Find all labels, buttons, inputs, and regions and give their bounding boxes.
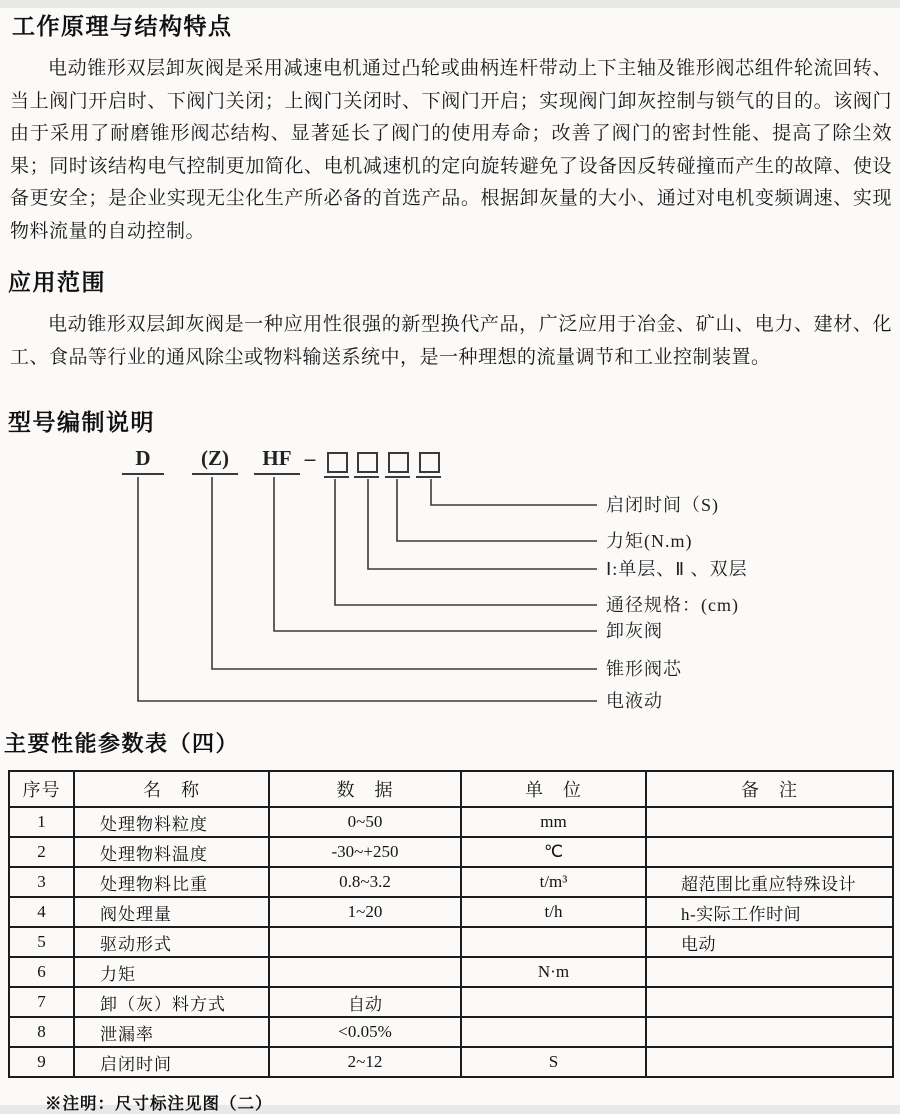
table-cell bbox=[646, 1017, 893, 1047]
model-code-z: (Z) bbox=[192, 446, 238, 475]
table-cell: 2 bbox=[9, 837, 74, 867]
table-row bbox=[9, 927, 893, 957]
section-title-principle: 工作原理与结构特点 bbox=[12, 13, 233, 39]
table-row bbox=[9, 1047, 893, 1077]
table-cell: mm bbox=[461, 807, 646, 837]
table-cell: 0~50 bbox=[269, 807, 461, 837]
model-code-box-2 bbox=[357, 452, 378, 473]
table-cell: h-实际工作时间 bbox=[646, 897, 893, 927]
table-cell: 自动 bbox=[269, 987, 461, 1017]
section-title-model: 型号编制说明 bbox=[8, 409, 155, 435]
box-underline-2 bbox=[354, 476, 379, 478]
col-header-name: 名 称 bbox=[74, 771, 269, 807]
label-ash-valve: 卸灰阀 bbox=[606, 621, 663, 641]
table-cell bbox=[646, 1047, 893, 1077]
table-row bbox=[9, 1017, 893, 1047]
col-header-index: 序号 bbox=[9, 771, 74, 807]
table-cell bbox=[461, 987, 646, 1017]
principle-paragraph: 电动锥形双层卸灰阀是采用减速电机通过凸轮或曲柄连杆带动上下主轴及锥形阀芯组件轮流回转、当上阀门开启时、下阀门关闭；上阀门关闭时、下阀门开启；实现阀门卸灰控制与锁气的目的。该阀门由于采用了耐磨锥形阀芯结构、显著延长了阀门的使用寿命；改善了阀门的密封性能、提高了除尘效果；同时该结构电气控制更加简化、电机减速机的定向旋转避免了设备因反转碰撞而产生的故障、使设备更安全；是企业实现无尘化生产所必备的首选产品。根据卸灰量的大小、通过对电机变频调速、实现物料流量的自动控制。 bbox=[10, 58, 892, 242]
model-code-box-1 bbox=[327, 452, 348, 473]
table-cell: -30~+250 bbox=[269, 837, 461, 867]
table-cell: 5 bbox=[9, 927, 74, 957]
table-cell: 6 bbox=[9, 957, 74, 987]
dimension-footnote: ※注明：尺寸标注见图（二） bbox=[45, 1095, 273, 1113]
table-cell: S bbox=[461, 1047, 646, 1077]
table-row bbox=[9, 837, 893, 867]
table-row bbox=[9, 987, 893, 1017]
table-cell: N·m bbox=[461, 957, 646, 987]
label-diameter-spec: 通径规格：(cm) bbox=[606, 595, 739, 615]
table-cell: ℃ bbox=[461, 837, 646, 867]
table-cell bbox=[269, 957, 461, 987]
table-cell: 超范围比重应特殊设计 bbox=[646, 867, 893, 897]
connector-lines bbox=[0, 443, 900, 715]
table-row bbox=[9, 807, 893, 837]
table-row bbox=[9, 867, 893, 897]
box-underline-3 bbox=[385, 476, 410, 478]
model-code-box-3 bbox=[388, 452, 409, 473]
table-cell: 卸（灰）料方式 bbox=[74, 987, 269, 1017]
table-cell bbox=[646, 987, 893, 1017]
table-cell: 0.8~3.2 bbox=[269, 867, 461, 897]
label-layer-type: Ⅰ:单层、Ⅱ 、双层 bbox=[606, 559, 748, 579]
table-cell: 9 bbox=[9, 1047, 74, 1077]
table-cell: t/m³ bbox=[461, 867, 646, 897]
table-cell bbox=[646, 957, 893, 987]
section-title-scope: 应用范围 bbox=[8, 269, 106, 295]
scope-paragraph: 电动锥形双层卸灰阀是一种应用性很强的新型换代产品，广泛应用于冶金、矿山、电力、建材、化工、食品等行业的通风除尘或物料输送系统中，是一种理想的流量调节和工业控制装置。 bbox=[10, 314, 892, 368]
table-cell: 4 bbox=[9, 897, 74, 927]
table-cell: 1~20 bbox=[269, 897, 461, 927]
label-conical-core: 锥形阀芯 bbox=[606, 659, 682, 679]
table-cell: t/h bbox=[461, 897, 646, 927]
label-electro-hydraulic: 电液动 bbox=[606, 691, 663, 711]
table-cell: 2~12 bbox=[269, 1047, 461, 1077]
table-cell: 电动 bbox=[646, 927, 893, 957]
label-torque: 力矩(N.m) bbox=[606, 531, 693, 551]
label-open-close-time: 启闭时间（S) bbox=[606, 495, 720, 515]
table-cell: 驱动形式 bbox=[74, 927, 269, 957]
table-cell: 力矩 bbox=[74, 957, 269, 987]
table-header-row bbox=[9, 771, 893, 807]
table-cell: 处理物料比重 bbox=[74, 867, 269, 897]
model-code-diagram bbox=[0, 443, 900, 715]
model-code-d: D bbox=[122, 446, 164, 475]
table-cell bbox=[269, 927, 461, 957]
section-title-parameters: 主要性能参数表（四） bbox=[4, 731, 240, 756]
col-header-note: 备 注 bbox=[646, 771, 893, 807]
table-cell: 处理物料温度 bbox=[74, 837, 269, 867]
model-code-box-4 bbox=[419, 452, 440, 473]
table-cell: 阀处理量 bbox=[74, 897, 269, 927]
parameters-table bbox=[8, 770, 894, 1078]
table-cell: 启闭时间 bbox=[74, 1047, 269, 1077]
table-cell: <0.05% bbox=[269, 1017, 461, 1047]
table-cell: 3 bbox=[9, 867, 74, 897]
table-cell bbox=[646, 807, 893, 837]
table-cell: 8 bbox=[9, 1017, 74, 1047]
table-row bbox=[9, 897, 893, 927]
table-cell: 1 bbox=[9, 807, 74, 837]
table-cell: 7 bbox=[9, 987, 74, 1017]
col-header-data: 数 据 bbox=[269, 771, 461, 807]
table-cell bbox=[461, 927, 646, 957]
table-row bbox=[9, 957, 893, 987]
table-cell bbox=[461, 1017, 646, 1047]
table-cell: 泄漏率 bbox=[74, 1017, 269, 1047]
model-code-hf: HF bbox=[254, 446, 300, 475]
box-underline-4 bbox=[416, 476, 441, 478]
box-underline-1 bbox=[324, 476, 349, 478]
table-cell bbox=[646, 837, 893, 867]
col-header-unit: 单 位 bbox=[461, 771, 646, 807]
document-page bbox=[0, 8, 900, 1113]
model-code-dash: – bbox=[304, 446, 316, 470]
table-cell: 处理物料粒度 bbox=[74, 807, 269, 837]
